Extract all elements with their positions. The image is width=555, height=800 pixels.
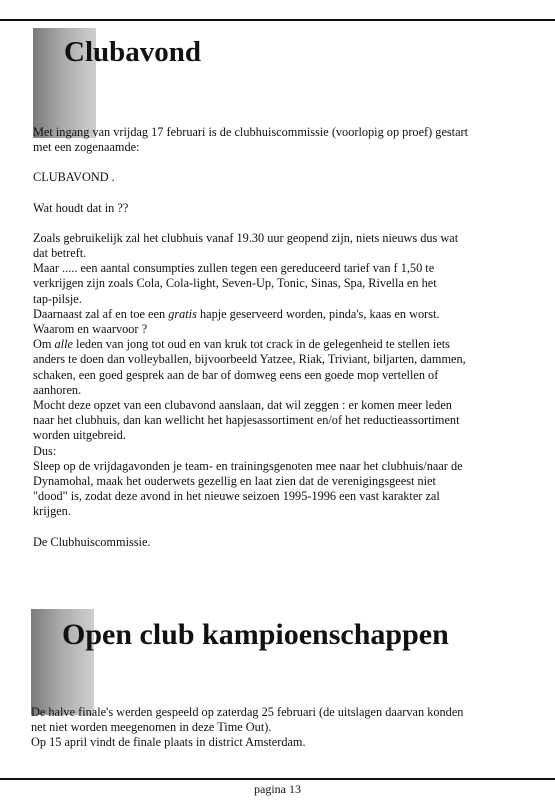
text-line: net niet worden meegenomen in deze Time Out). [31, 720, 272, 735]
text-line: worden uitgebreid. [33, 428, 126, 443]
text-line [33, 307, 468, 322]
clubavond-article [33, 125, 468, 550]
emphasis-alle: alle [54, 337, 73, 352]
signature: De Clubhuiscommissie. [33, 534, 151, 549]
text-run: Daarnaast zal af en toe een [33, 306, 169, 321]
text-line: dat betreft. [33, 246, 87, 261]
text-line: "dood" is, zodat deze avond in het nieuwe seizoen 1995-1996 een vast karakter zal [33, 489, 440, 504]
page-number: pagina 13 [254, 782, 301, 796]
text-run: leden van jong tot oud en van kruk tot crack in de gelegenheid te stellen iets [72, 337, 450, 352]
text-line: schaken, een goed gesprek aan de bar of domweg eens een goede mop vertellen of [33, 367, 439, 382]
text-line: Zoals gebruikelijk zal het clubhuis vanaf 19.30 uur geopend zijn, niets nieuws dus wat [33, 230, 459, 245]
text-run: Om [33, 337, 55, 352]
bottom-rule [0, 778, 555, 780]
section-title-clubavond: Clubavond [64, 36, 202, 68]
text-line [33, 337, 468, 352]
section-title-kampioenschappen: Open club kampioenschappen [62, 618, 449, 651]
text-line: Sleep op de vrijdagavonden je team- en trainingsgenoten mee naar het clubhuis/naar de [33, 458, 463, 473]
text-line: tap-pilsje. [33, 291, 82, 306]
text-line: Waarom en waarvoor ? [33, 322, 148, 337]
text-line: naar het clubhuis, dan kan wellicht het hapjesassortiment en/of het reductieassortiment [33, 413, 460, 428]
top-rule [0, 19, 555, 21]
text-line: Maar ..... een aantal consumpties zullen tegen een gereduceerd tarief van f 1,50 te [33, 261, 435, 276]
text-line: krijgen. [33, 504, 71, 519]
text-line: CLUBAVOND . [33, 170, 115, 185]
text-line: Dus: [33, 443, 57, 458]
text-line: Wat houdt dat in ?? [33, 200, 129, 215]
kampioenschappen-article [31, 705, 463, 751]
text-line: Op 15 april vindt de finale plaats in district Amsterdam. [31, 735, 306, 750]
text-line: Met ingang van vrijdag 17 februari is de clubhuiscommissie (voorlopig op proef) gestart [33, 125, 469, 139]
text-line: De halve finale's werden gespeeld op zaterdag 25 februari (de uitslagen daarvan konden [31, 705, 464, 719]
text-run: hapje geserveerd worden, pinda's, kaas en worst. [196, 306, 440, 321]
text-line: Mocht deze opzet van een clubavond aanslaan, dat wil zeggen : er komen meer leden [33, 398, 452, 413]
text-line: verkrijgen zijn zoals Cola, Cola-light, Seven-Up, Tonic, Sinas, Spa, Rivella en het [33, 276, 437, 291]
text-line: aanhoren. [33, 382, 82, 397]
text-line: met een zogenaamde: [33, 140, 140, 155]
emphasis-gratis: gratis [168, 306, 197, 321]
text-line: Dynamohal, maak het ouderwets gezellig en laat zien dat de verenigingsgeest niet [33, 474, 436, 489]
text-line: anders te doen dan volleyballen, bijvoorbeeld Yatzee, Riak, Triviant, biljarten, dammen, [33, 352, 466, 367]
